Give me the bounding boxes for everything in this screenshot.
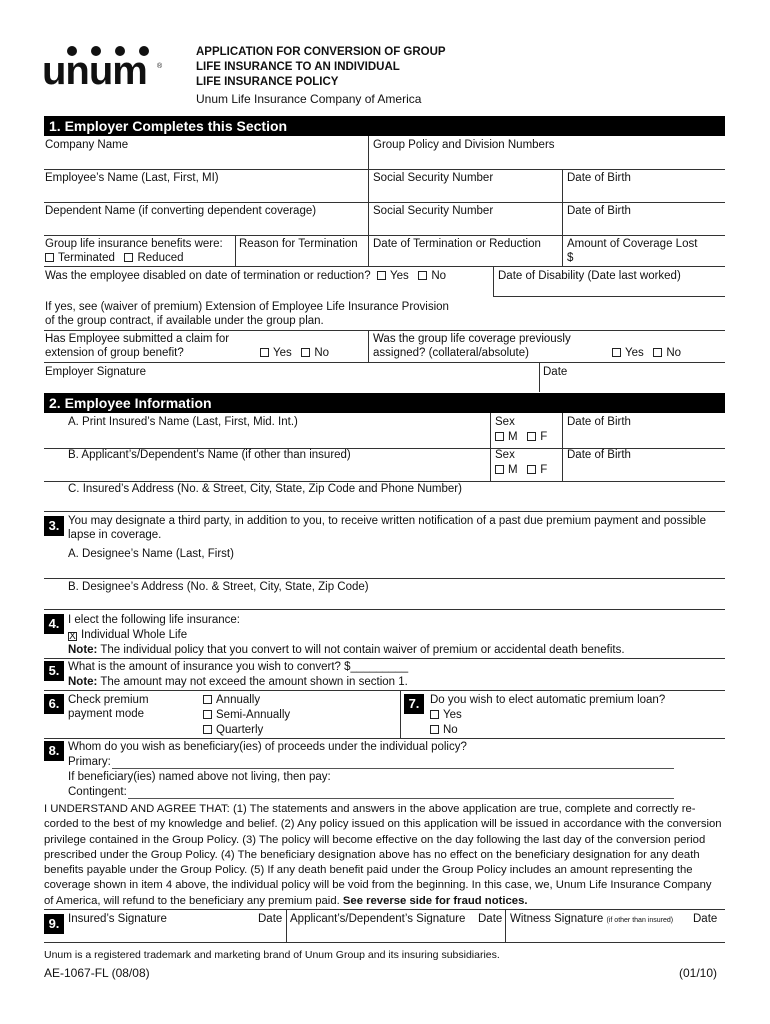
trademark-text: Unum is a registered trademark and marketing brand of Unum Group and its insuring subsidiaries. [44, 949, 500, 961]
form-number: AE-1067-FL (08/08) [44, 966, 150, 980]
sex-label-a: Sex [495, 416, 515, 428]
claim-no-checkbox[interactable] [301, 348, 310, 357]
section6-number: 6. [44, 694, 64, 714]
employer-signature-label: Employer Signature [45, 366, 146, 378]
dob-label-a: Date of Birth [567, 416, 631, 428]
loan-yes-checkbox[interactable] [430, 710, 439, 719]
disabled-question: Was the employee disabled on date of termination or reduction? [45, 270, 371, 282]
applicant-signature-label: Applicant’s/Dependent’s Signature [290, 913, 466, 925]
section4-number: 4. [44, 614, 64, 634]
claim-options: Yes No [260, 346, 329, 360]
terminated-checkbox[interactable] [45, 253, 54, 262]
assigned-question: Was the group life coverage previously assigned? (collateral/absolute) [373, 333, 571, 359]
date-termination-label: Date of Termination or Reduction [373, 238, 541, 250]
employee-name-label: Employee’s Name (Last, First, MI) [45, 172, 219, 184]
section5-number: 5. [44, 661, 64, 681]
svg-text:®: ® [157, 63, 163, 70]
sex-options-a: M F [495, 430, 547, 444]
whole-life-checkbox[interactable]: X [69, 631, 76, 642]
claim-yes-checkbox[interactable] [260, 348, 269, 357]
loan-no-checkbox[interactable] [430, 725, 439, 734]
if-not-living-label: If beneficiary(ies) named above not living, then pay: [68, 771, 331, 783]
claim-question: Has Employee submitted a claim for extension of group benefit? [45, 333, 230, 359]
designee-name-label: A. Designee’s Name (Last, First) [68, 548, 234, 560]
whole-life-option: X Individual Whole Life [69, 629, 188, 642]
sex-label-b: Sex [495, 449, 515, 461]
section1-header: 1. Employer Completes this Section [44, 116, 725, 136]
contingent-label: Contingent: [68, 786, 127, 798]
reduced-checkbox[interactable] [124, 253, 133, 262]
agreement-text: I UNDERSTAND AND AGREE THAT: (1) The statements and answers in the above application are true, complete and correctly re- corded to the best of my knowledge and belief. (2) Any policy issued on this application will be issued in accordance with the conversion privilege contained in the Group Policy. (3) The policy will become effective on the day following the last day of the conversion period prescribed under the Group Policy. (4) The beneficiary designation above has no effect on the beneficiary designation for any death benefits payable under the Group Policy. (5) If any death benefit paid under the Group Policy includes an amount representing the coverage shown in item 4 above, the individual policy will be void from the beginning. In this case, we, Unum Life Insurance Company of America, will refund to the beneficiary any premium paid. See reverse side for fraud notices. [44, 803, 722, 907]
loan-question: Do you wish to elect automatic premium loan? [430, 694, 666, 706]
company-name: Unum Life Insurance Company of America [196, 92, 422, 106]
witness-signature-label: Witness Signature (if other than insured) [510, 913, 674, 925]
witness-date-label: Date [693, 913, 718, 925]
amount-question: What is the amount of insurance you wish to convert? $_________ [68, 661, 409, 673]
svg-text:unum: unum [42, 49, 147, 89]
sex-m-checkbox-a[interactable] [495, 432, 504, 441]
sex-f-checkbox-b[interactable] [527, 465, 536, 474]
insured-signature-label: Insured’s Signature [68, 913, 167, 925]
beneficiary-question: Whom do you wish as beneficiary(ies) of proceeds under the individual policy? [68, 741, 467, 753]
disabled-options: Yes No [377, 269, 446, 283]
sex-m-checkbox-b[interactable] [495, 465, 504, 474]
semi-annually-checkbox[interactable] [203, 710, 212, 719]
dob2-label: Date of Birth [567, 205, 631, 217]
loan-options: Yes No [430, 708, 462, 737]
disabled-no-checkbox[interactable] [418, 271, 427, 280]
dob-label-b: Date of Birth [567, 449, 631, 461]
benefit-status-options: Terminated Reduced [45, 251, 184, 265]
section3-number: 3. [44, 516, 64, 536]
assigned-yes-checkbox[interactable] [612, 348, 621, 357]
insured-name-label: A. Print Insured’s Name (Last, First, Mid. Int.) [68, 416, 298, 428]
sex-options-b: M F [495, 463, 547, 477]
assigned-options: Yes No [612, 346, 681, 360]
sex-f-checkbox-a[interactable] [527, 432, 536, 441]
dollar-sign: $ [567, 252, 574, 264]
dependent-name-label: Dependent Name (if converting dependent coverage) [45, 205, 317, 217]
section5-note: Note: The amount may not exceed the amount shown in section 1. [68, 676, 408, 688]
section9-number: 9. [44, 914, 64, 934]
ssn-label: Social Security Number [373, 172, 494, 184]
reason-label: Reason for Termination [239, 238, 358, 250]
quarterly-checkbox[interactable] [203, 725, 212, 734]
address-label: C. Insured’s Address (No. & Street, City, State, Zip Code and Phone Number) [68, 483, 462, 495]
company-name-label: Company Name [45, 139, 129, 151]
applicant-name-label: B. Applicant’s/Dependent’s Name (if other than insured) [68, 449, 351, 461]
assigned-no-checkbox[interactable] [653, 348, 662, 357]
employer-date-label: Date [543, 366, 568, 378]
waiver-text: If yes, see (waiver of premium) Extension of Employee Life Insurance Provision of the group contract, if available under the group plan. [45, 301, 449, 327]
elect-label: I elect the following life insurance: [68, 614, 240, 626]
revision-date: (01/10) [679, 966, 718, 980]
payment-mode-options: Annually Semi-Annually Quarterly [203, 693, 290, 737]
ssn2-label: Social Security Number [373, 205, 494, 217]
disabled-yes-checkbox[interactable] [377, 271, 386, 280]
section8-number: 8. [44, 741, 64, 761]
form-title: APPLICATION FOR CONVERSION OF GROUP LIFE INSURANCE TO AN INDIVIDUAL LIFE INSURANCE POLICY [196, 46, 446, 88]
insured-date-label: Date [258, 913, 283, 925]
date-disability-label: Date of Disability (Date last worked) [498, 270, 681, 282]
section4-note: Note: The individual policy that you convert to will not contain waiver of premium or accidental death benefits. [68, 644, 625, 656]
section2-header: 2. Employee Information [44, 393, 725, 413]
section7-number: 7. [404, 694, 424, 714]
payment-mode-label: Check premium payment mode [68, 694, 149, 720]
primary-label: Primary: [68, 756, 111, 768]
amount-lost-label: Amount of Coverage Lost [567, 238, 698, 250]
dob-label: Date of Birth [567, 172, 631, 184]
group-policy-label: Group Policy and Division Numbers [373, 139, 555, 151]
section3-text: You may designate a third party, in addition to you, to receive written notification of a past due premium payment and possible lapse in coverage. [68, 515, 706, 541]
annually-checkbox[interactable] [203, 695, 212, 704]
designee-address-label: B. Designee’s Address (No. & Street, City, State, Zip Code) [68, 581, 369, 593]
unum-logo [42, 44, 167, 89]
applicant-date-label: Date [478, 913, 503, 925]
benefits-were-label: Group life insurance benefits were: [45, 238, 223, 250]
